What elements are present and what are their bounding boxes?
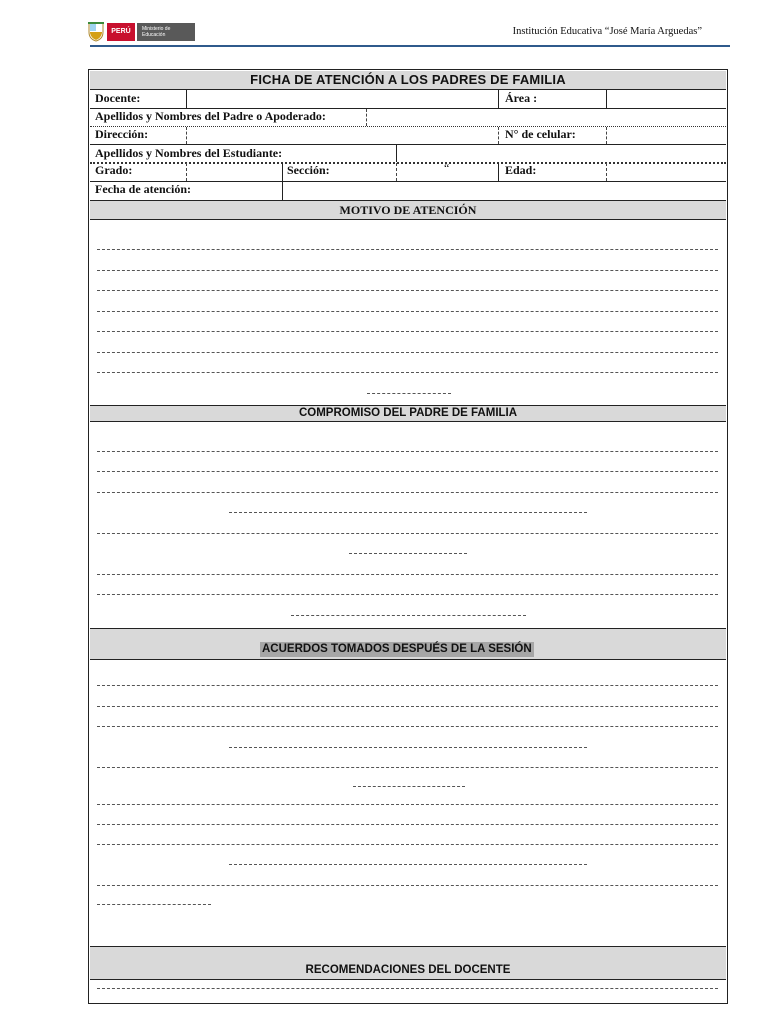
divider (606, 163, 607, 181)
write-line (97, 270, 718, 271)
write-line (97, 706, 718, 707)
recomendaciones-title: RECOMENDACIONES DEL DOCENTE (305, 964, 511, 976)
write-line (97, 451, 718, 452)
write-line (349, 553, 467, 554)
section-recomendaciones (90, 946, 726, 980)
institution-name: Institución Educativa “José María Arguedas” (512, 26, 702, 37)
write-line (97, 824, 718, 825)
divider (186, 90, 187, 108)
divider (186, 127, 187, 144)
label-seccion: Sección: (287, 163, 330, 177)
write-line (229, 747, 587, 748)
compromiso-textarea[interactable] (94, 424, 722, 620)
divider (366, 109, 367, 126)
label-apoderado: Apellidos y Nombres del Padre o Apoderado: (95, 109, 326, 123)
label-docente: Docente: (95, 91, 141, 105)
divider (396, 145, 397, 162)
write-line (367, 393, 451, 394)
write-line (97, 844, 718, 845)
write-line (97, 471, 718, 472)
edad-field[interactable] (608, 163, 726, 179)
apoderado-field[interactable] (368, 109, 726, 125)
write-line (229, 512, 587, 513)
write-line (97, 988, 718, 989)
write-line (97, 904, 211, 905)
grado-field[interactable] (188, 163, 280, 179)
write-line (97, 352, 718, 353)
acuerdos-textarea[interactable] (94, 662, 722, 942)
write-line (97, 767, 718, 768)
divider (498, 163, 499, 181)
write-line (97, 885, 718, 886)
divider (186, 163, 187, 181)
acuerdos-title: ACUERDOS TOMADOS DESPUÉS DE LA SESIÓN (262, 643, 532, 655)
direccion-field[interactable] (188, 127, 496, 143)
divider (396, 163, 397, 181)
docente-field[interactable] (188, 91, 496, 107)
header-rule (90, 45, 730, 47)
fecha-field[interactable] (284, 182, 726, 198)
area-field[interactable] (608, 91, 726, 107)
write-line (97, 533, 718, 534)
write-line (97, 492, 718, 493)
write-line (97, 804, 718, 805)
write-line (97, 372, 718, 373)
estudiante-field[interactable] (398, 145, 726, 161)
label-celular: N° de celular: (505, 127, 576, 141)
divider (606, 90, 607, 108)
section-acuerdos (90, 628, 726, 660)
divider (606, 127, 607, 144)
write-line (291, 615, 526, 616)
label-grado: Grado: (95, 163, 133, 177)
divider (498, 90, 499, 108)
form-title: FICHA DE ATENCIÓN A LOS PADRES DE FAMILIA (90, 71, 726, 90)
recomendaciones-textarea[interactable] (94, 980, 722, 1000)
write-line (97, 311, 718, 312)
label-edad: Edad: (505, 163, 537, 177)
celular-field[interactable] (608, 127, 726, 143)
logo-peru: PERÚ (107, 23, 135, 41)
section-compromiso: COMPROMISO DEL PADRE DE FAMILIA (90, 405, 726, 422)
write-line (97, 249, 718, 250)
divider (282, 182, 283, 200)
label-fecha: Fecha de atención: (95, 182, 191, 196)
section-motivo: MOTIVO DE ATENCIÓN (90, 200, 726, 220)
write-line (229, 864, 587, 865)
quote-mark: “ (444, 161, 450, 175)
write-line (97, 726, 718, 727)
write-line (97, 594, 718, 595)
write-line (353, 786, 465, 787)
label-estudiante: Apellidos y Nombres del Estudiante: (95, 146, 283, 160)
write-line (97, 290, 718, 291)
divider (498, 127, 499, 144)
write-line (97, 331, 718, 332)
write-line (97, 574, 718, 575)
label-area: Área : (505, 91, 538, 105)
write-line (97, 685, 718, 686)
label-direccion: Dirección: (95, 127, 149, 141)
peru-shield-icon (88, 22, 104, 42)
divider (282, 163, 283, 181)
logo-ministry: Ministerio de Educación (137, 23, 195, 41)
